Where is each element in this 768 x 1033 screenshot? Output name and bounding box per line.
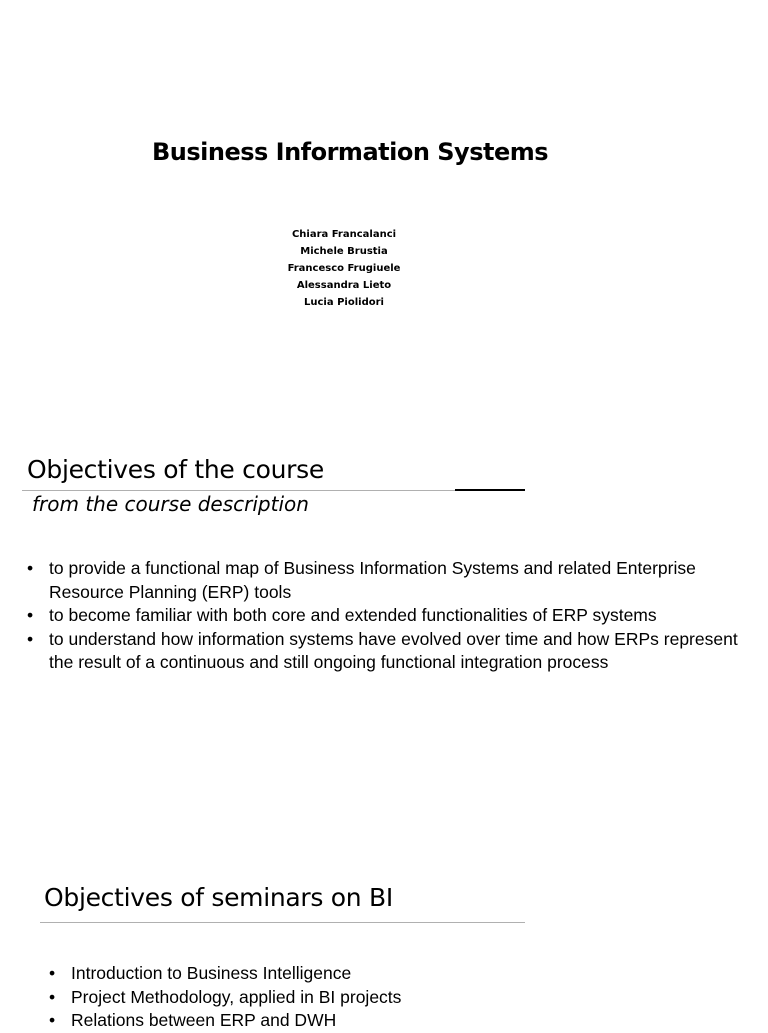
list-item-text: Project Methodology, applied in BI projects <box>71 986 402 1007</box>
bullet-list <box>27 557 749 675</box>
list-item-text: Relations between ERP and DWH <box>71 1010 337 1030</box>
course-objectives-slide <box>0 440 768 840</box>
slide-title: Business Information Systems <box>151 138 549 166</box>
bullet-list <box>49 962 671 1033</box>
list-item <box>27 604 749 628</box>
author-list <box>0 226 688 311</box>
title-divider <box>40 922 525 923</box>
bullet-icon: • <box>27 558 34 578</box>
title-divider <box>22 490 525 491</box>
slide-subtitle: from the course description <box>32 492 309 516</box>
list-item-text: Introduction to Business Intelligence <box>71 963 352 983</box>
bullet-icon: • <box>27 628 34 649</box>
seminar-objectives-slide <box>0 860 768 1030</box>
title-divider-accent <box>455 489 525 491</box>
bullet-icon: • <box>49 963 56 983</box>
author-name: Lucia Piolidori <box>304 297 384 308</box>
bullet-icon: • <box>49 1010 56 1030</box>
list-item <box>27 628 749 675</box>
list-item-text: to become familiar with both core and extended functionalities of ERP systems <box>49 605 657 625</box>
slide-title: Objectives of the course <box>27 455 324 484</box>
list-item <box>27 557 749 604</box>
list-item <box>49 986 671 1010</box>
author-name: Francesco Frugiuele <box>287 263 401 274</box>
author-name: Alessandra Lieto <box>296 280 392 291</box>
list-item <box>49 1009 671 1033</box>
list-item-text: to provide a functional map of Business Information Systems and related Enterprise Resource Planning (ERP) tools <box>49 558 696 602</box>
slide-title: Objectives of seminars on BI <box>44 883 393 912</box>
author-name: Michele Brustia <box>300 246 388 257</box>
bullet-icon: • <box>27 605 34 625</box>
title-slide <box>0 0 768 400</box>
list-item-text: to understand how information systems have evolved over time and how ERPs represent the result of a continuous and still ongoing functional integration process <box>49 628 738 672</box>
bullet-icon: • <box>49 986 56 1007</box>
author-name: Chiara Francalanci <box>291 229 397 240</box>
list-item <box>49 962 671 986</box>
